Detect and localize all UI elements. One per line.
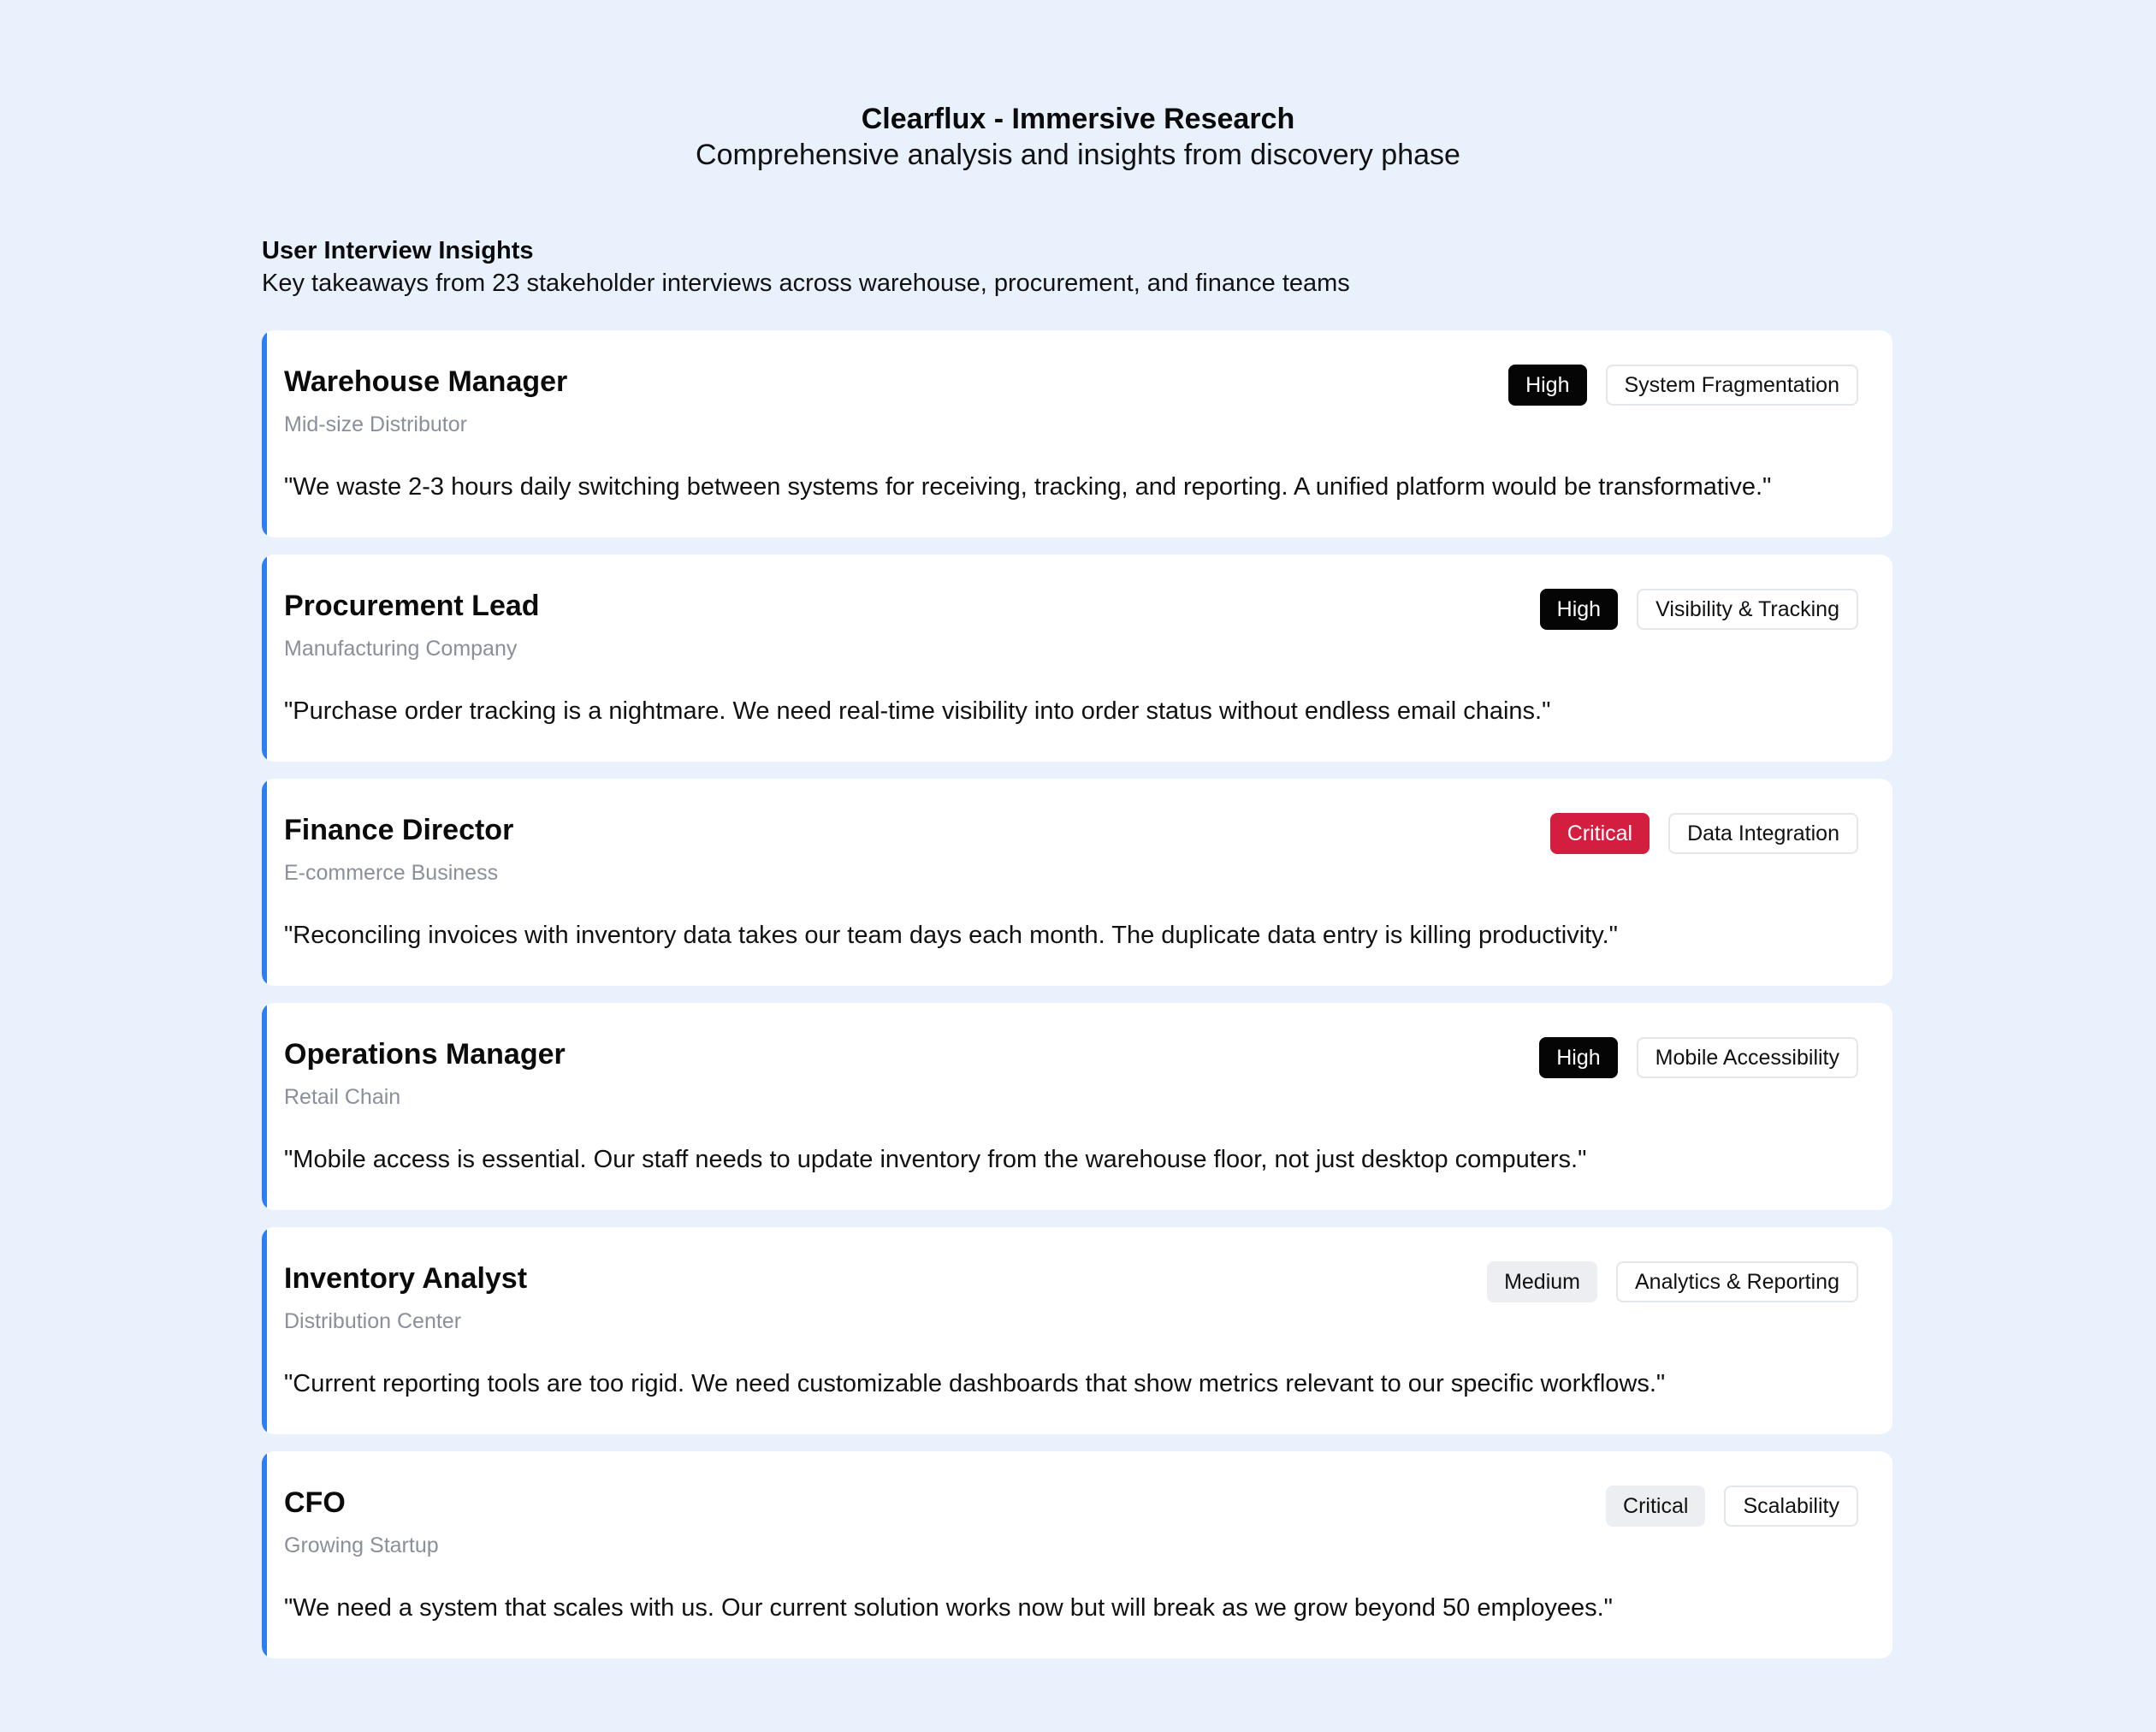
- insight-badges: [1508, 365, 1858, 406]
- priority-badge: Medium: [1487, 1261, 1597, 1302]
- insight-card: [262, 330, 1892, 537]
- page-subtitle: Comprehensive analysis and insights from discovery phase: [696, 139, 1460, 171]
- category-tag: Visibility & Tracking: [1637, 589, 1858, 630]
- insight-role: Operations Manager: [284, 1038, 566, 1071]
- section-title: User Interview Insights: [262, 237, 534, 264]
- insight-quote: "We need a system that scales with us. Our current solution works now but will break as we grow beyond 50 employees.": [284, 1594, 1613, 1622]
- insight-organization: Retail Chain: [284, 1085, 401, 1109]
- page-title: Clearflux - Immersive Research: [861, 103, 1295, 135]
- insight-role: Finance Director: [284, 814, 514, 846]
- insight-quote: "Mobile access is essential. Our staff needs to update inventory from the warehouse floor, not just desktop computers.": [284, 1146, 1587, 1173]
- insight-role: Procurement Lead: [284, 590, 540, 622]
- insight-card-list: [262, 330, 1892, 1658]
- insight-card: [262, 1451, 1892, 1658]
- insight-organization: Mid-size Distributor: [284, 412, 467, 436]
- insight-organization: E-commerce Business: [284, 861, 499, 885]
- insight-role: CFO: [284, 1486, 346, 1519]
- category-tag: Mobile Accessibility: [1637, 1037, 1858, 1078]
- insight-quote: "We waste 2-3 hours daily switching between systems for receiving, tracking, and reporting. A unified platform would be transformative.": [284, 473, 1772, 501]
- insight-badges: [1487, 1261, 1858, 1302]
- insight-quote: "Reconciling invoices with inventory data takes our team days each month. The duplicate data entry is killing productivity.": [284, 922, 1618, 949]
- insight-card: [262, 555, 1892, 762]
- page-header: [0, 101, 2156, 173]
- insight-organization: Manufacturing Company: [284, 637, 518, 661]
- priority-badge: High: [1539, 1037, 1617, 1078]
- insight-card: [262, 779, 1892, 986]
- category-tag: Scalability: [1724, 1486, 1858, 1527]
- category-tag: Data Integration: [1668, 813, 1858, 854]
- insight-organization: Distribution Center: [284, 1309, 462, 1333]
- insight-role: Inventory Analyst: [284, 1262, 528, 1295]
- insight-organization: Growing Startup: [284, 1533, 439, 1557]
- insight-badges: [1540, 589, 1858, 630]
- insight-badges: [1606, 1486, 1858, 1527]
- insight-badges: [1539, 1037, 1858, 1078]
- insight-role: Warehouse Manager: [284, 365, 568, 398]
- section-description: Key takeaways from 23 stakeholder interviews across warehouse, procurement, and finance teams: [262, 270, 1350, 297]
- insight-quote: "Purchase order tracking is a nightmare. We need real-time visibility into order status without endless email chains.": [284, 697, 1551, 725]
- insight-badges: [1550, 813, 1858, 854]
- interview-insights-section: [262, 234, 1892, 1676]
- category-tag: System Fragmentation: [1606, 365, 1859, 406]
- insight-card: [262, 1003, 1892, 1210]
- insight-card: [262, 1227, 1892, 1434]
- priority-badge: Critical: [1550, 813, 1650, 854]
- insight-quote: "Current reporting tools are too rigid. We need customizable dashboards that show metrics relevant to our specific workflows.": [284, 1370, 1666, 1397]
- category-tag: Analytics & Reporting: [1616, 1261, 1858, 1302]
- priority-badge: High: [1508, 365, 1586, 406]
- priority-badge: Critical: [1606, 1486, 1705, 1527]
- priority-badge: High: [1540, 589, 1618, 630]
